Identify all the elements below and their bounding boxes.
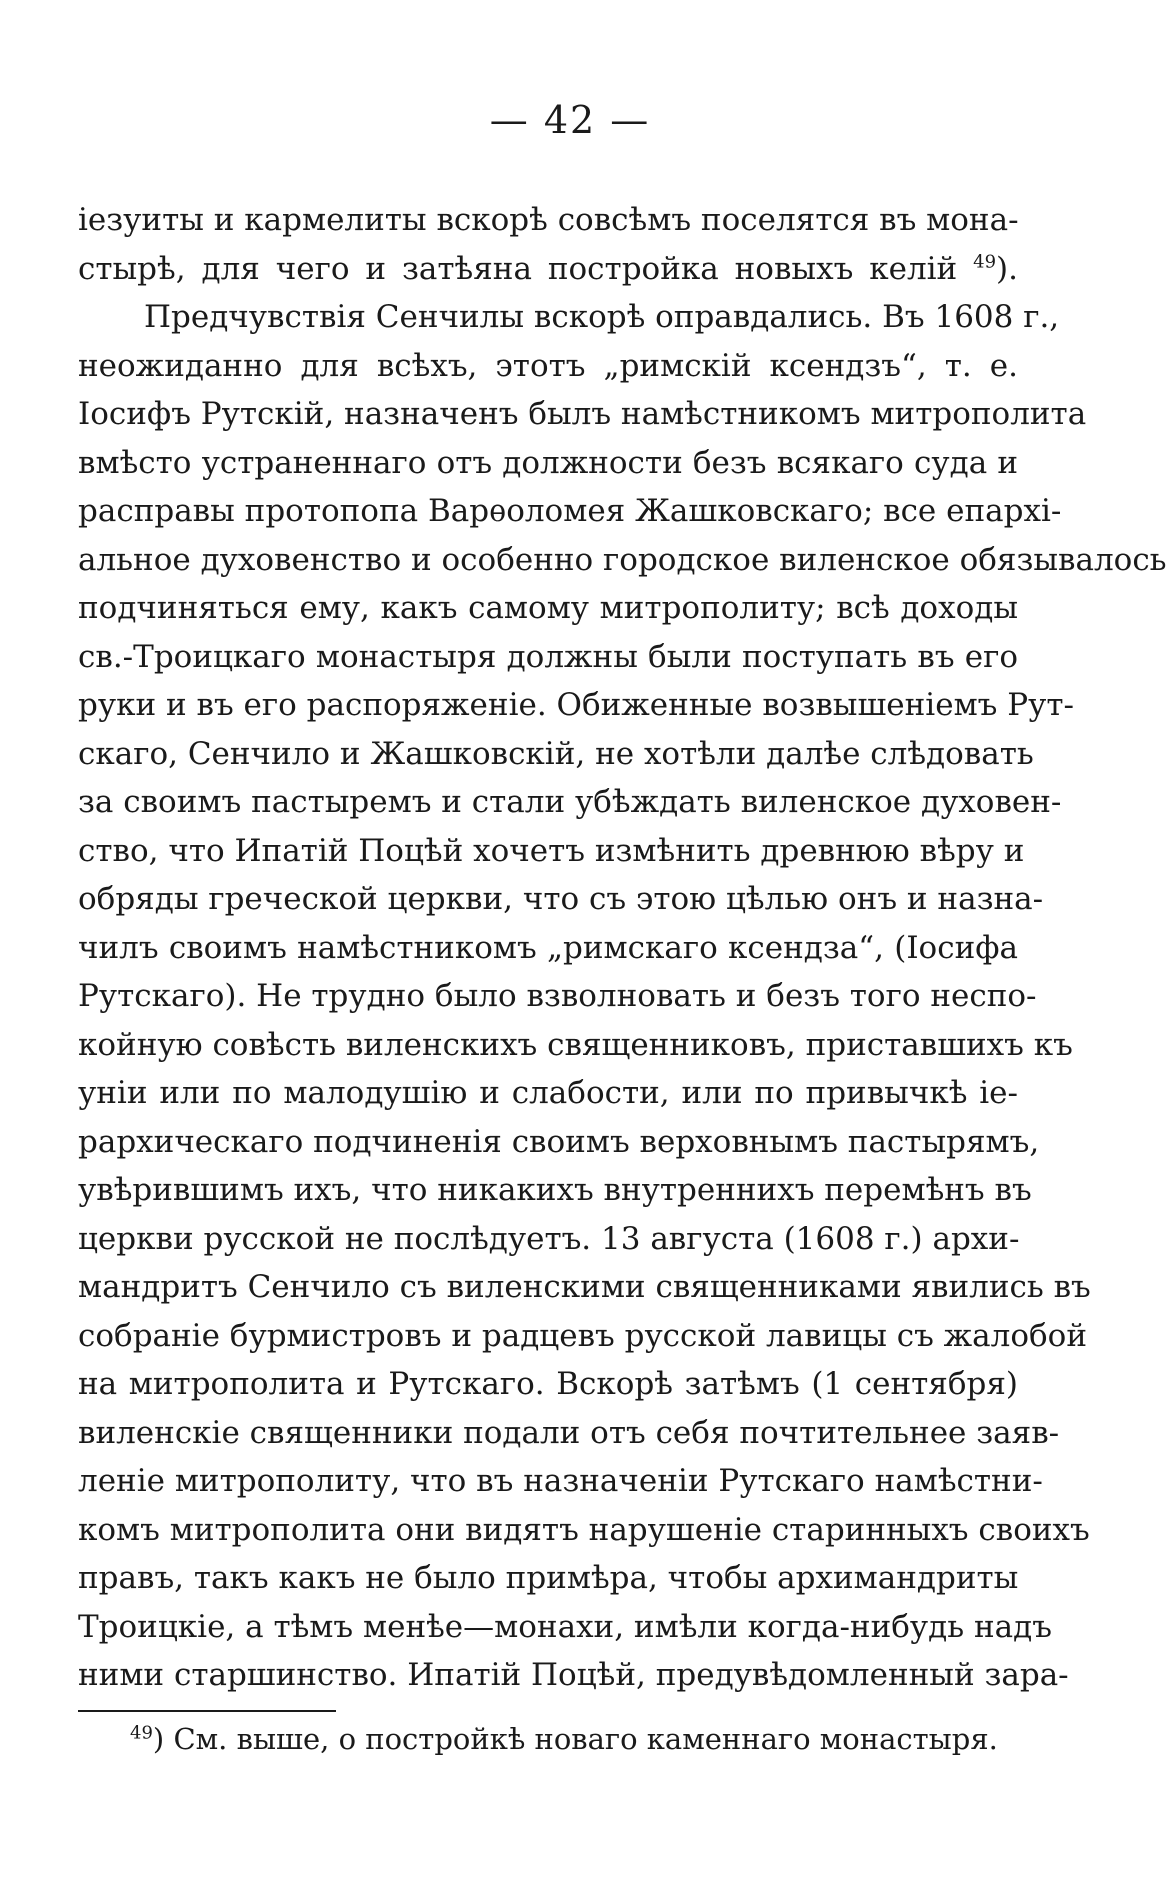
- text-line: скаго, Сенчило и Жашковскій, не хотѣли далѣе слѣдовать: [78, 735, 1034, 772]
- footnote: [130, 1715, 1020, 1763]
- text-line: уніи или по малодушію и слабости, или по привычкѣ іе-: [78, 1075, 1018, 1111]
- text-line: леніе митрополиту, что въ назначеніи Рутскаго намѣстни-: [78, 1463, 1043, 1499]
- text-line: чилъ своимъ намѣстникомъ „римскаго ксендза“, (Іосифа: [78, 929, 1018, 966]
- text-line: іезуиты и кармелиты вскорѣ совсѣмъ поселятся въ мона-: [78, 202, 1019, 238]
- text-line: церкви русской не послѣдуетъ. 13 августа (1608 г.) архи-: [78, 1220, 1020, 1257]
- text-line: правъ, такъ какъ не было примѣра, чтобы архимандриты: [78, 1560, 1019, 1596]
- text-line: койную совѣсть виленскихъ священниковъ, приставшихъ къ: [78, 1026, 1073, 1063]
- body-text: [78, 196, 1167, 1700]
- footnote-divider: [78, 1710, 336, 1712]
- text-line: расправы протопопа Варѳоломея Жашковскаго; все епархі-: [78, 493, 1062, 529]
- text-line: неожиданно для всѣхъ, этотъ „римскій ксендзъ“, т. е.: [78, 347, 1018, 384]
- text-line: Троицкіе, а тѣмъ менѣе—монахи, имѣли когда-нибудь надъ: [78, 1608, 1052, 1645]
- text-line: обряды греческой церкви, что съ этою цѣлью онъ и назна-: [78, 881, 1044, 917]
- text-line: подчиняться ему, какъ самому митрополиту; всѣ доходы: [78, 590, 1018, 626]
- footnote-reference: 49: [973, 251, 997, 273]
- page-number: — 42 —: [489, 98, 651, 142]
- footnote-marker: 49: [130, 1722, 153, 1744]
- text-line: собраніе бурмистровъ и радцевъ русской лавицы съ жалобой: [78, 1317, 1087, 1354]
- footnote-reference-close: ).: [996, 250, 1018, 287]
- text-line: на митрополита и Рутскаго. Вскорѣ затѣмъ (1 сентября): [78, 1366, 1018, 1402]
- text-line: вмѣсто устраненнаго отъ должности безъ всякаго суда и: [78, 444, 1018, 481]
- text-line: рархическаго подчиненія своимъ верховнымъ пастырямъ,: [78, 1123, 1040, 1160]
- text-line: комъ митрополита они видятъ нарушеніе старинныхъ своихъ: [78, 1511, 1090, 1548]
- text-line: мандритъ Сенчило съ виленскими священниками явились въ: [78, 1269, 1091, 1305]
- text-line: [78, 245, 1018, 294]
- text-line: ство, что Ипатій Поцѣй хочетъ измѣнить древнюю вѣру и: [78, 832, 1025, 869]
- text-line: увѣрившимъ ихъ, что никакихъ внутреннихъ перемѣнъ въ: [78, 1172, 1032, 1208]
- text-line: Предчувствія Сенчилы вскорѣ оправдались. Въ 1608 г.,: [144, 299, 1060, 335]
- text-line: руки и въ его распоряженіе. Обиженные возвышеніемъ Рут-: [78, 687, 1074, 723]
- text-line: ними старшинство. Ипатій Поцѣй, предувѣдомленный зара-: [78, 1657, 1069, 1693]
- text-line: за своимъ пастыремъ и стали убѣждать виленское духовен-: [78, 784, 1062, 820]
- text-line: св.-Троицкаго монастыря должны были поступать въ его: [78, 638, 1018, 675]
- footnote-text: ) См. выше, о постройкѣ новаго каменнаго монастыря.: [152, 1722, 998, 1756]
- text-line: Рутскаго). Не трудно было взволновать и безъ того неспо-: [78, 978, 1037, 1014]
- text-line-content: стырѣ, для чего и затѣяна постройка новыхъ келій: [78, 250, 958, 287]
- text-line: альное духовенство и особенно городское виленское обязывалось: [78, 541, 1167, 578]
- text-line: виленскіе священники подали отъ себя почтительнее заяв-: [78, 1414, 1060, 1451]
- text-line: Іосифъ Рутскій, назначенъ былъ намѣстникомъ митрополита: [78, 396, 1087, 432]
